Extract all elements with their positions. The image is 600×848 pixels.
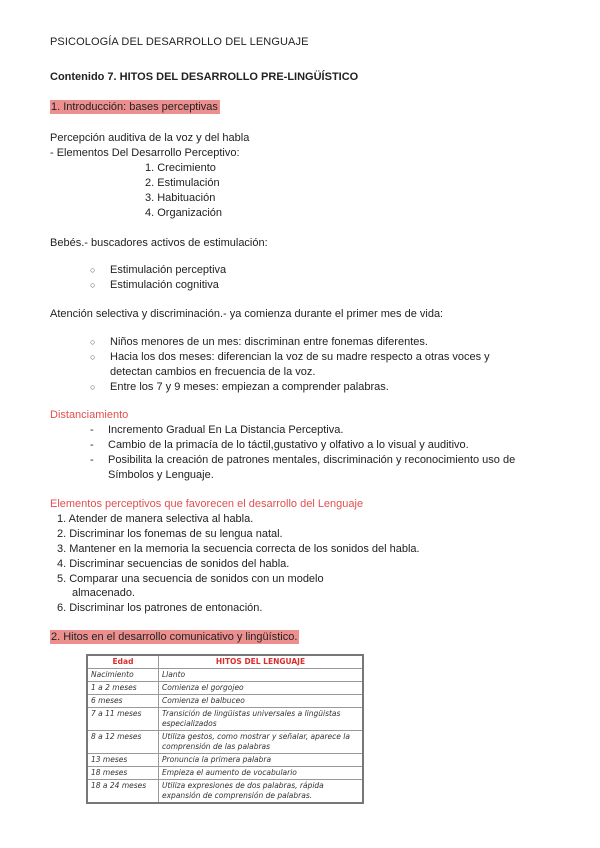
element-item: 2. Estimulación bbox=[145, 177, 220, 189]
table-header-cell: HITOS DEL LENGUAJE bbox=[159, 655, 364, 669]
table-cell-age: 1 a 2 meses bbox=[87, 682, 159, 695]
perceptual-heading: Elementos perceptivos que favorecen el desarrollo del Lenguaje bbox=[50, 498, 364, 510]
table-cell-milestone: Empieza el aumento de vocabulario bbox=[159, 767, 364, 780]
table-cell-milestone: Utiliza expresiones de dos palabras, rápida expansión de comprensión de palabras. bbox=[159, 780, 364, 804]
section2-heading bbox=[50, 630, 299, 645]
perceptual-list-item-cont: almacenado. bbox=[72, 587, 135, 599]
circle-bullet-icon: ○ bbox=[90, 382, 96, 392]
perceptual-list-item: 3. Mantener en la memoria la secuencia correcta de los sonidos del habla. bbox=[57, 543, 420, 555]
distancing-list-item: - Cambio de la primacía de lo táctil,gustativo y olfativo a lo visual y auditivo. bbox=[90, 439, 469, 451]
table-cell-age: 18 a 24 meses bbox=[87, 780, 159, 804]
perceptual-list-item: 4. Discriminar secuencias de sonidos del habla. bbox=[57, 558, 290, 570]
table-header-row bbox=[87, 655, 363, 669]
perceptual-list-item: 5. Comparar una secuencia de sonidos con un modelo bbox=[57, 573, 324, 585]
distancing-list-item: - Incremento Gradual En La Distancia Perceptiva. bbox=[90, 424, 344, 436]
attention-text: Atención selectiva y discriminación.- ya comienza durante el primer mes de vida: bbox=[50, 308, 444, 320]
content-title: Contenido 7. HITOS DEL DESARROLLO PRE-LINGÜÍSTICO bbox=[50, 71, 359, 83]
intro-text: Percepción auditiva de la voz y del habla bbox=[50, 132, 250, 144]
circle-bullet-icon: ○ bbox=[90, 265, 96, 275]
table-header-cell: Edad bbox=[87, 655, 159, 669]
table-cell-age: 8 a 12 meses bbox=[87, 731, 159, 754]
element-item: 3. Habituación bbox=[145, 192, 216, 204]
language-milestones-table bbox=[86, 654, 364, 804]
table-cell-milestone: Utiliza gestos, como mostrar y señalar, aparece la comprensión de las palabras bbox=[159, 731, 364, 754]
babies-text: Bebés.- buscadores activos de estimulación: bbox=[50, 237, 268, 249]
distancing-list-item: - Posibilita la creación de patrones mentales, discriminación y reconocimiento uso de bbox=[90, 454, 516, 466]
perceptual-list-item: 6. Discriminar los patrones de entonación. bbox=[57, 602, 263, 614]
circle-bullet-icon: ○ bbox=[90, 337, 96, 347]
document-title: PSICOLOGÍA DEL DESARROLLO DEL LENGUAJE bbox=[50, 36, 309, 48]
circle-bullet-icon: ○ bbox=[90, 352, 96, 362]
circle-bullet-icon: ○ bbox=[90, 280, 96, 290]
table-row bbox=[87, 669, 363, 682]
table-cell-age: 18 meses bbox=[87, 767, 159, 780]
table-row bbox=[87, 682, 363, 695]
distancing-list-item-cont: Símbolos y Lenguaje. bbox=[108, 469, 214, 481]
babies-list-item: ○ Estimulación cognitiva bbox=[90, 279, 219, 291]
attention-list-item: ○ Hacia los dos meses: diferencian la voz de su madre respecto a otras voces y bbox=[90, 351, 490, 363]
table-cell-milestone: Pronuncia la primera palabra bbox=[159, 754, 364, 767]
table-row bbox=[87, 754, 363, 767]
dash-bullet-icon: - bbox=[90, 439, 94, 451]
table-cell-age: 6 meses bbox=[87, 695, 159, 708]
attention-list-item: ○ Entre los 7 y 9 meses: empiezan a comprender palabras. bbox=[90, 381, 389, 393]
element-item: 4. Organización bbox=[145, 207, 223, 219]
table-cell-age: 7 a 11 meses bbox=[87, 708, 159, 731]
table-cell-age: 13 meses bbox=[87, 754, 159, 767]
table-row bbox=[87, 731, 363, 754]
perceptual-list-item: 2. Discriminar los fonemas de su lengua natal. bbox=[57, 528, 283, 540]
table-row bbox=[87, 695, 363, 708]
babies-list-item: ○ Estimulación perceptiva bbox=[90, 264, 227, 276]
element-item: 1. Crecimiento bbox=[145, 162, 216, 174]
perceptual-list-item: 1. Atender de manera selectiva al habla. bbox=[57, 513, 254, 525]
table-row bbox=[87, 767, 363, 780]
attention-list-item-cont: detectan cambios en frecuencia de la voz. bbox=[110, 366, 316, 378]
section1-heading-text: 1. Introducción: bases perceptivas bbox=[51, 101, 218, 113]
section2-heading-text: 2. Hitos en el desarrollo comunicativo y lingüístico. bbox=[51, 631, 298, 643]
table-cell-milestone: Llanto bbox=[159, 669, 364, 682]
table-cell-milestone: Comienza el balbuceo bbox=[159, 695, 364, 708]
elements-label: - Elementos Del Desarrollo Perceptivo: bbox=[50, 147, 240, 159]
distancing-heading: Distanciamiento bbox=[50, 409, 129, 421]
section1-heading bbox=[50, 100, 220, 115]
table-cell-milestone: Comienza el gorgojeo bbox=[159, 682, 364, 695]
table-row bbox=[87, 708, 363, 731]
dash-bullet-icon: - bbox=[90, 424, 94, 436]
table-row bbox=[87, 780, 363, 804]
attention-list-item: ○ Niños menores de un mes: discriminan entre fonemas diferentes. bbox=[90, 336, 428, 348]
table-cell-milestone: Transición de lingüistas universales a lingüistas especializados bbox=[159, 708, 364, 731]
dash-bullet-icon: - bbox=[90, 454, 94, 466]
table-cell-age: Nacimiento bbox=[87, 669, 159, 682]
